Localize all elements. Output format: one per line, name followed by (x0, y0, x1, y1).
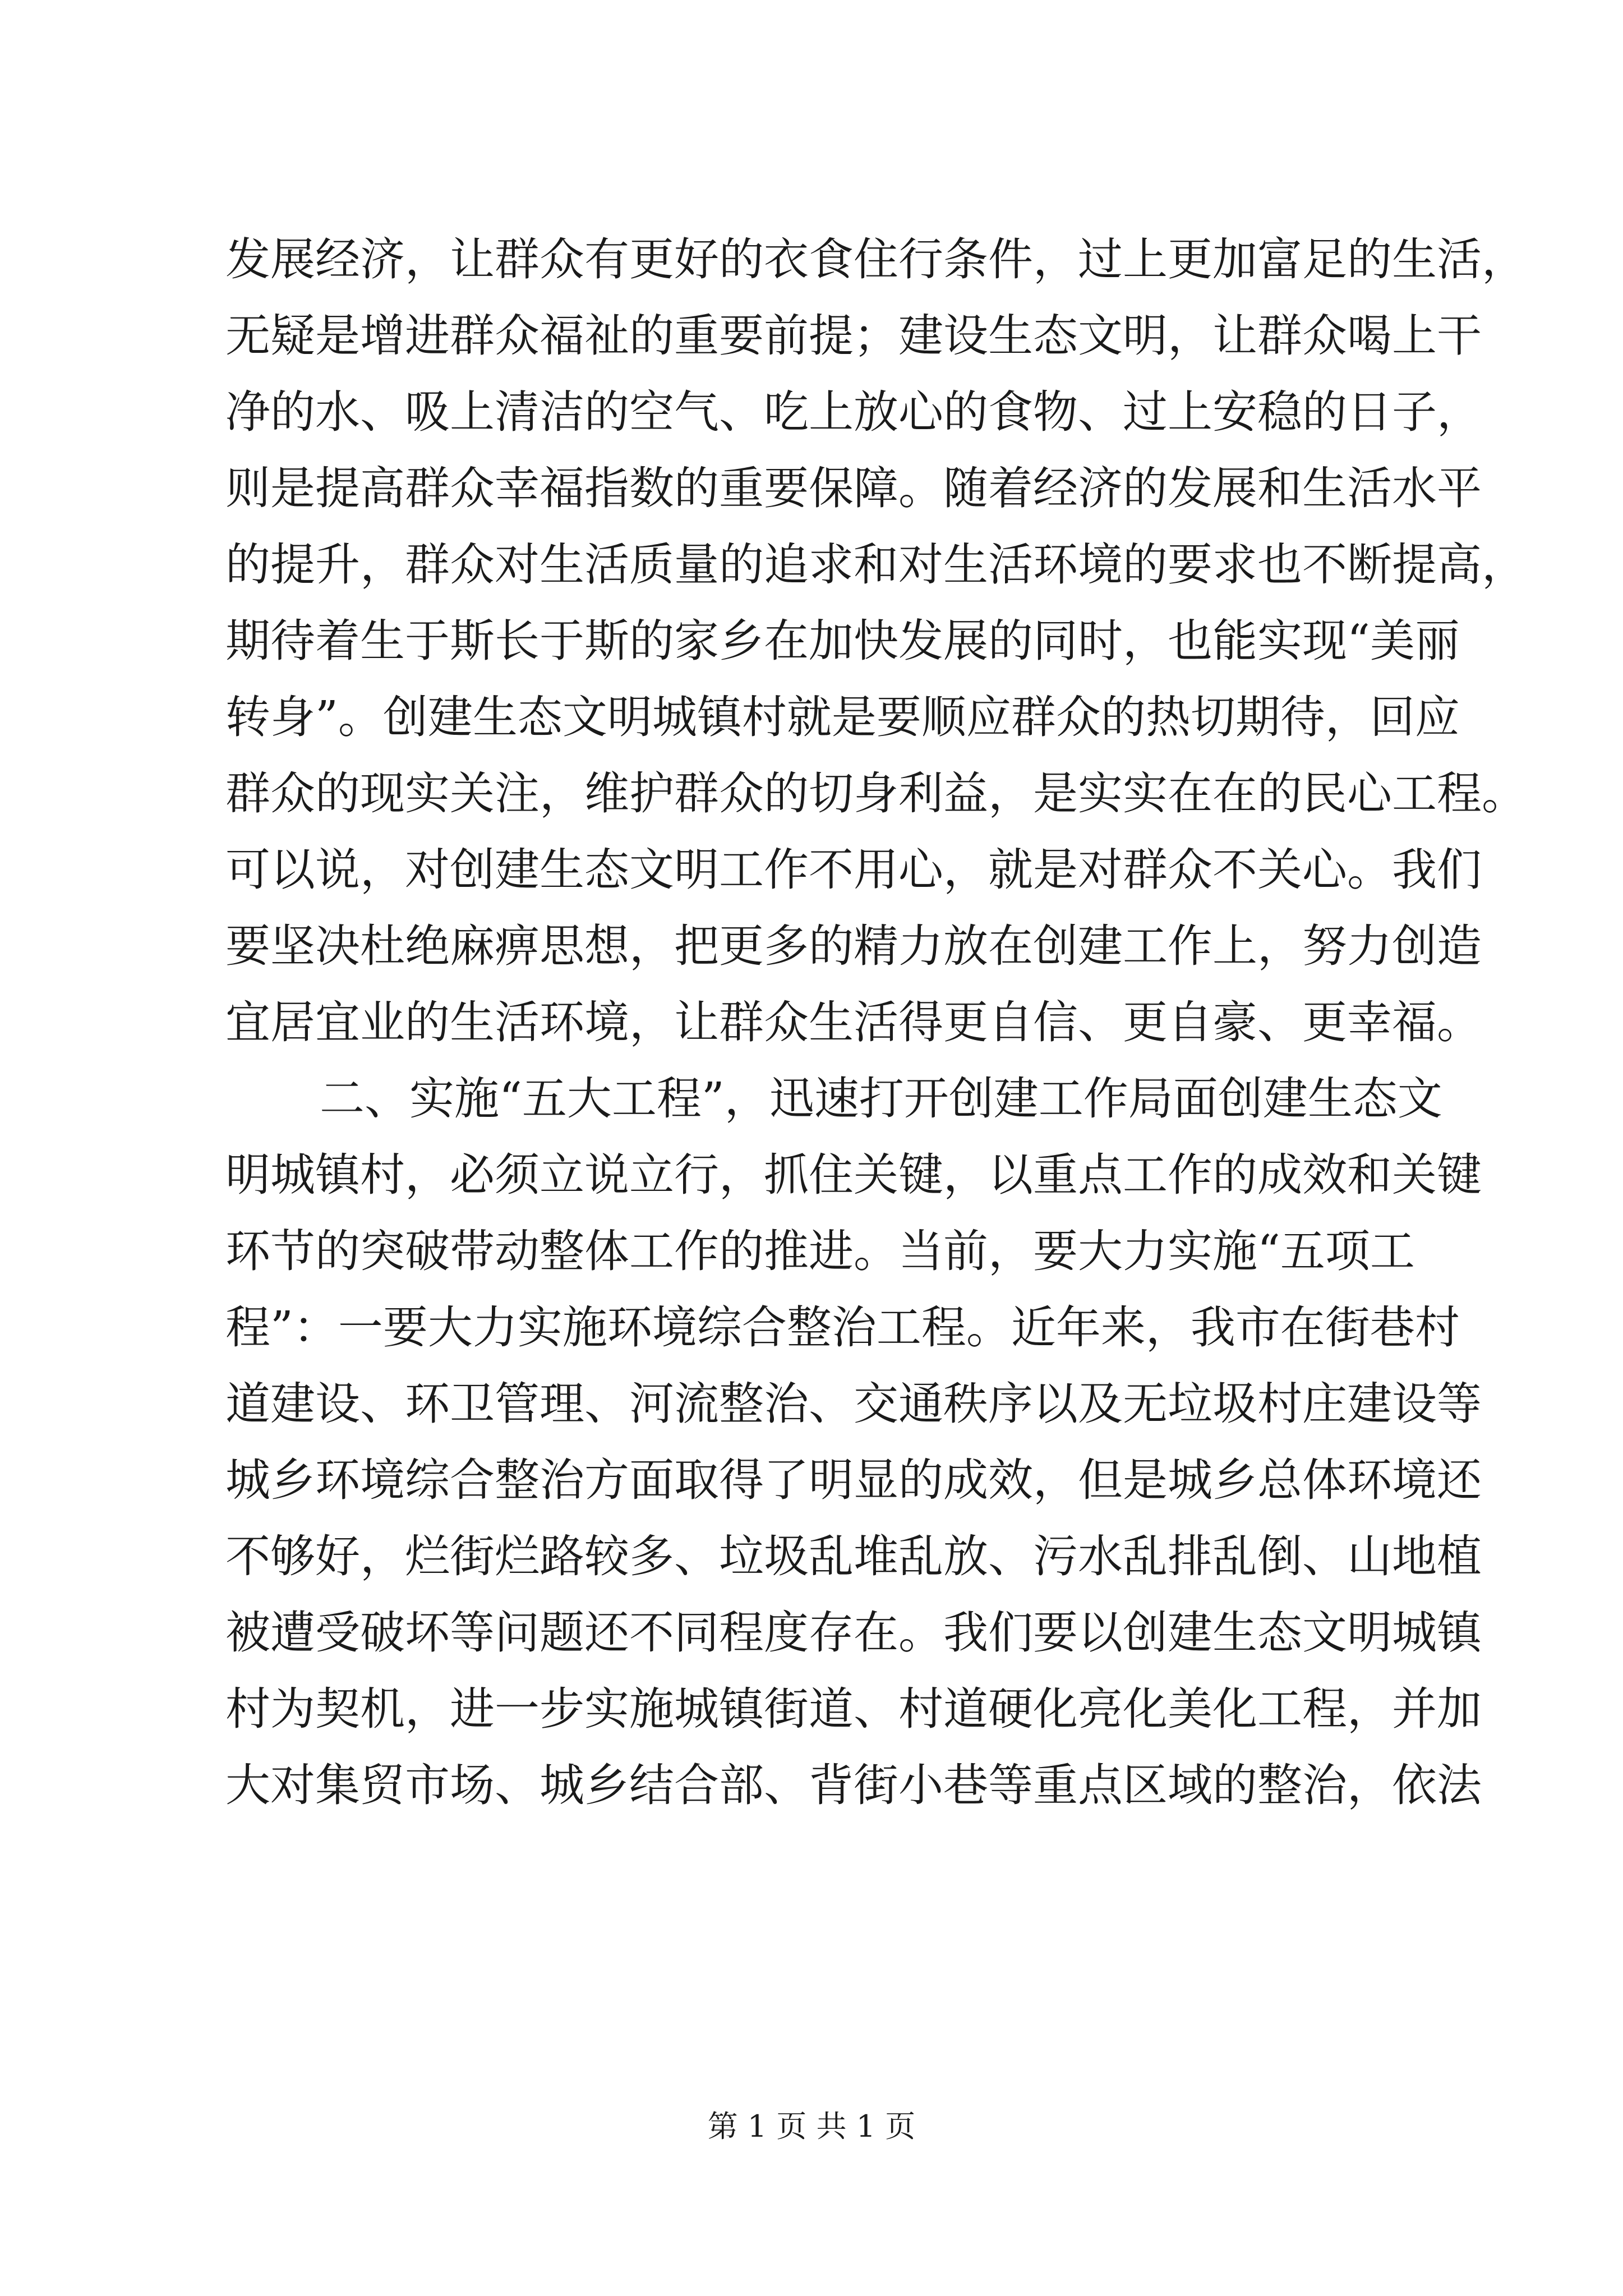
text-line: 则是提高群众幸福指数的重要保障。随着经济的发展和生活水平 (225, 462, 1482, 514)
text-line: 明城镇村，必须立说立行，抓住关键，以重点工作的成效和关键 (225, 1149, 1482, 1201)
text-line: 宜居宜业的生活环境，让群众生活得更自信、更自豪、更幸福。 (225, 996, 1482, 1048)
text-line: 无疑是增进群众福祉的重要前提；建设生态文明，让群众喝上干 (225, 310, 1482, 362)
text-line: 被遭受破坏等问题还不同程度存在。我们要以创建生态文明城镇 (225, 1607, 1482, 1659)
text-line: 群众的现实关注，维护群众的切身利益，是实实在在的民心工程。 (225, 767, 1527, 820)
text-line: 道建设、环卫管理、河流整治、交通秩序以及无垃圾村庄建设等 (225, 1378, 1482, 1430)
text-line: 二、实施“五大工程”，迅速打开创建工作局面创建生态文 (320, 1073, 1442, 1125)
text-line: 城乡环境综合整治方面取得了明显的成效，但是城乡总体环境还 (225, 1454, 1482, 1506)
text-line: 期待着生于斯长于斯的家乡在加快发展的同时，也能实现“美丽 (225, 615, 1460, 667)
document-body (225, 222, 1527, 1824)
text-line: 发展经济，让群众有更好的衣食住行条件，过上更加富足的生活， (225, 233, 1527, 286)
text-line: 村为契机，进一步实施城镇街道、村道硬化亮化美化工程，并加 (225, 1683, 1482, 1735)
text-line: 要坚决杜绝麻痹思想，把更多的精力放在创建工作上，努力创造 (225, 920, 1482, 972)
page-number-label: 第 1 页 共 1 页 (707, 2109, 916, 2144)
text-line: 环节的突破带动整体工作的推进。当前，要大力实施“五项工 (225, 1225, 1415, 1277)
page-footer (0, 2102, 1623, 2146)
text-line: 程”：一要大力实施环境综合整治工程。近年来，我市在街巷村 (225, 1301, 1460, 1354)
text-line: 可以说，对创建生态文明工作不用心，就是对群众不关心。我们 (225, 844, 1482, 896)
text-line: 大对集贸市场、城乡结合部、背街小巷等重点区域的整治，依法 (225, 1759, 1482, 1811)
text-line: 净的水、吸上清洁的空气、吃上放心的食物、过上安稳的日子， (225, 386, 1482, 438)
text-line: 不够好，烂街烂路较多、垃圾乱堆乱放、污水乱排乱倒、山地植 (225, 1530, 1482, 1582)
text-line: 转身”。创建生态文明城镇村就是要顺应群众的热切期待，回应 (225, 691, 1460, 743)
text-line: 的提升，群众对生活质量的追求和对生活环境的要求也不断提高， (225, 539, 1527, 591)
